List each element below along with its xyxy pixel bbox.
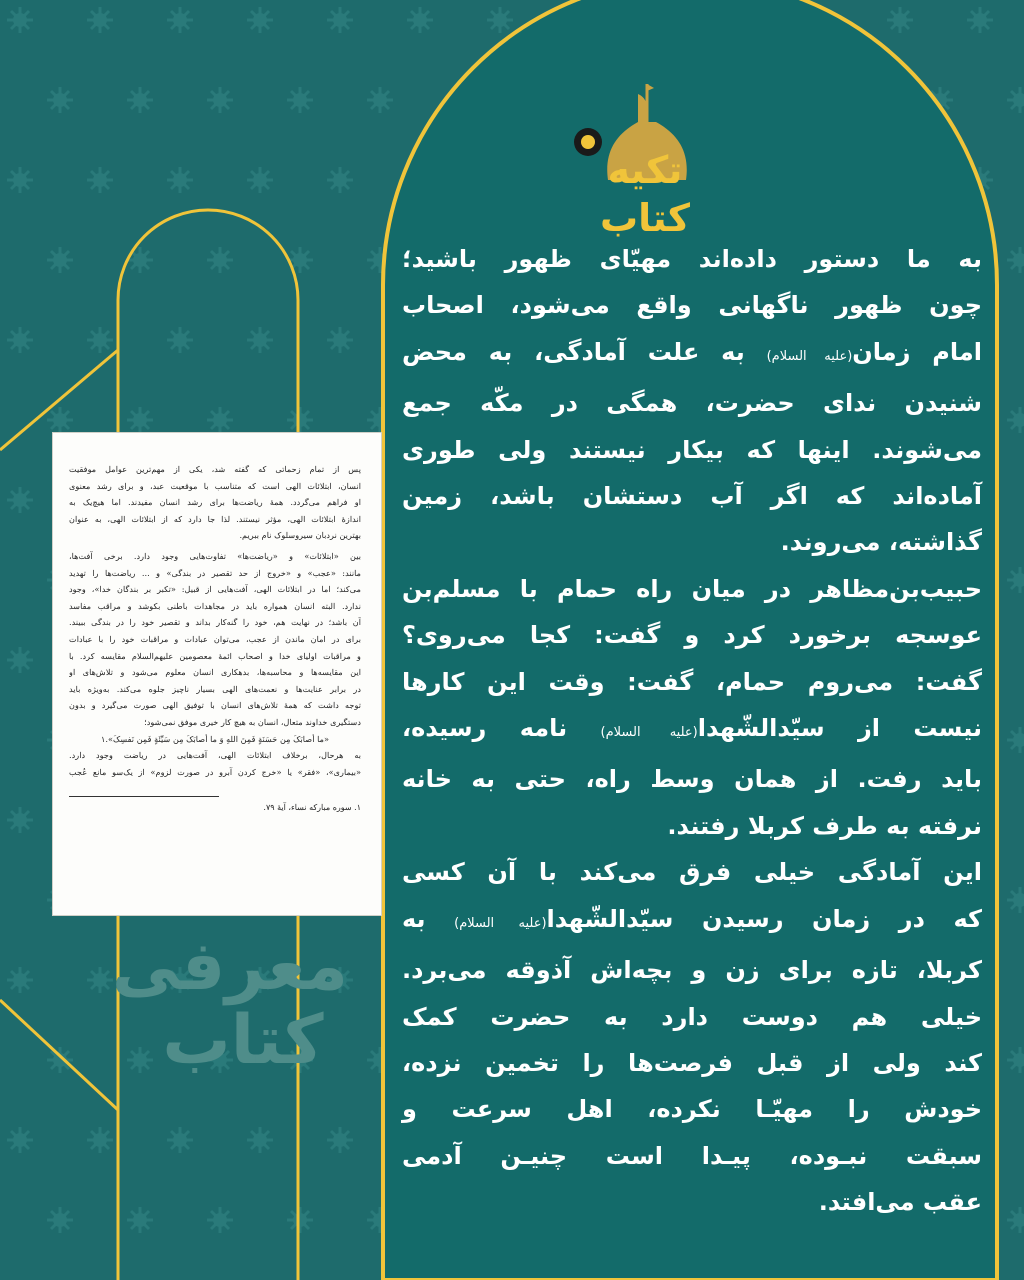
main-text-line: خیلی هم دوست دارد به حضرت کمک <box>402 1002 982 1031</box>
main-text-line: باید رفت. از همان وسط راه، حتی به خانه <box>402 765 982 794</box>
book-line: این مقایسه‌ها و محاسبه‌ها، بدهکاری انسان معلوم می‌شود و تلاش‌های او <box>69 667 361 678</box>
book-line: آن باشد؛ در نهایت هم، خود را گنه‌کار بداند و تقصیر خود را در بندگی ببیند. <box>69 617 361 628</box>
book-line: او فراهم می‌گردد. همهٔ ریاضت‌ها برای رشد انسان مفیدند. اما هیچ‌یک به <box>69 497 361 508</box>
book-line: مانند: «عجب» و «خروج از حد تقصیر در بندگی» و ... ریاضت‌ها را تهدید <box>69 567 361 578</box>
main-text-line: چون ظهور ناگهانی واقع می‌شود، اصحاب <box>402 291 982 320</box>
book-page-image <box>52 432 382 916</box>
footnote-rule <box>69 796 219 797</box>
main-text-line <box>402 896 982 947</box>
main-text-line: می‌شوند. اینها که بیکار نیستند ولی طوری <box>402 435 982 464</box>
book-line: بین «ابتلائات» و «ریاضت‌ها» تفاوت‌هایی وجود دارد. برخی آفت‌ها، <box>69 550 361 561</box>
book-line: می‌کند؛ اما در ابتلائات الهی، آفت‌هایی از قبیل: «تکبر بر بندگان خدا»، وجود <box>69 584 361 595</box>
book-line: بهترین نردبان سیروسلوک نام ببریم. <box>239 530 361 541</box>
main-text-line <box>402 705 982 756</box>
book-line: توجه داشت که همهٔ تلاش‌های انسان با توفیق الهی صورت می‌گیرد و بدون <box>69 700 361 711</box>
main-text-line: خودش را مهیّـا نکرده، اهل سرعت و <box>402 1095 982 1124</box>
book-line: در برابر عنایت‌ها و نعمت‌های الهی بسیار ناچیز جلوه می‌کند. به‌ویژه باید <box>69 683 361 694</box>
book-line: پس از تمام زحماتی که گفته شد، یکی از مهم‌ترین عوامل موفقیت <box>69 464 361 474</box>
book-line: اندازهٔ ابتلائات الهی، مؤثر نیستند. لذا جا دارد که از ابتلائات الهی، به عنوان <box>69 513 361 524</box>
book-line: برای در امان ماندن از عجب، می‌توان عبادات و مراقبات خود را با عبادات <box>69 633 361 644</box>
book-line: و مراقبات اولیای خدا و اصحاب ائمهٔ معصومین علیهم‌السلام مقایسه کرد. با <box>69 650 361 661</box>
main-text-line: شنیدن ندای حضرت، همگی در مکّه جمع <box>402 389 982 418</box>
diagonal-line-bottom <box>0 1000 118 1110</box>
main-text-line: آماده‌اند که اگر آب دستشان باشد، زمین <box>402 482 982 511</box>
main-text-line: نرفته به طرف کربلا رفتند. <box>667 811 982 840</box>
main-text-segment: که در زمان رسیدن سیّدالشّهدا <box>546 904 982 933</box>
main-text-line: گذاشته، می‌روند. <box>780 528 982 557</box>
book-line: «ما أصابَکَ مِن حَسَنَةٍ فَمِنَ اللهِ وَ ما أصابَکَ مِن سَیِّئَةٍ فَمِن نَفسِکَ».۱ <box>101 733 329 744</box>
main-text-line <box>402 329 982 380</box>
main-text-line: کند ولی از قبل فرصت‌ها را تخمین نزده، <box>402 1048 982 1077</box>
main-text-line: کربلا، تازه برای زن و بچه‌اش آذوقه می‌برد. <box>402 956 982 985</box>
main-text-line: به ما دستور داده‌اند مهیّای ظهور باشید؛ <box>402 245 982 273</box>
honorific: (علیه السلام) <box>454 915 547 931</box>
main-text-line: عقب می‌افتد. <box>818 1188 982 1217</box>
main-text-segment: به علت آمادگی، به محض <box>402 337 767 366</box>
main-text-segment: نیست از سیّدالشّهدا <box>697 714 983 743</box>
book-line: به هرحال، برخلاف ابتلائات الهی، آفت‌هایی در ریاضت وجود دارد. <box>69 750 361 761</box>
honorific: (علیه السلام) <box>766 348 853 364</box>
book-line: دستگیری خداوند متعال، انسان به هیچ کار خیری موفق نمی‌شود؛ <box>144 716 361 727</box>
book-line: انسان، ابتلائات الهی است که متناسب با موقعیت عبد، و برای رشد معنوی <box>69 480 361 491</box>
book-line: «بیماری»، «فقر» یا «خرج کردن آبرو در صورت لزوم» از یک‌سو مانع عُجب <box>69 766 361 777</box>
main-text-segment: نامه رسیده، <box>402 714 601 743</box>
book-line: ندارد. البته انسان همواره باید در مجاهدات باطنی بکوشد و مراقب مفاسد <box>69 600 361 611</box>
watermark-line-1: معرفی <box>111 927 348 1006</box>
main-text-line: حبیب‌بن‌مظاهر در میان راه حمام با مسلم‌بن <box>402 574 982 603</box>
main-text-line: عوسجه برخورد کرد و گفت: کجا می‌روی؟ <box>402 621 982 650</box>
book-footnote: ۱. سوره مبارکه نساء، آیهٔ ۷۹. <box>263 803 361 813</box>
main-text-line: این آمادگی خیلی فرق می‌کند با آن کسی <box>402 858 982 887</box>
main-text-segment: به <box>402 904 455 933</box>
watermark <box>111 927 348 1080</box>
main-text <box>402 236 982 1226</box>
main-text-line: سبقت نبـوده، پیـدا است چنیـن آدمی <box>402 1141 982 1170</box>
honorific: (علیه السلام) <box>600 725 698 741</box>
main-text-segment: امام زمان <box>852 337 982 366</box>
watermark-line-2: کتاب <box>162 1001 324 1080</box>
main-text-line: گفت: می‌روم حمام، گفت: وقت این کارها <box>402 667 982 696</box>
logo-text: تکیه کتاب <box>599 148 691 240</box>
